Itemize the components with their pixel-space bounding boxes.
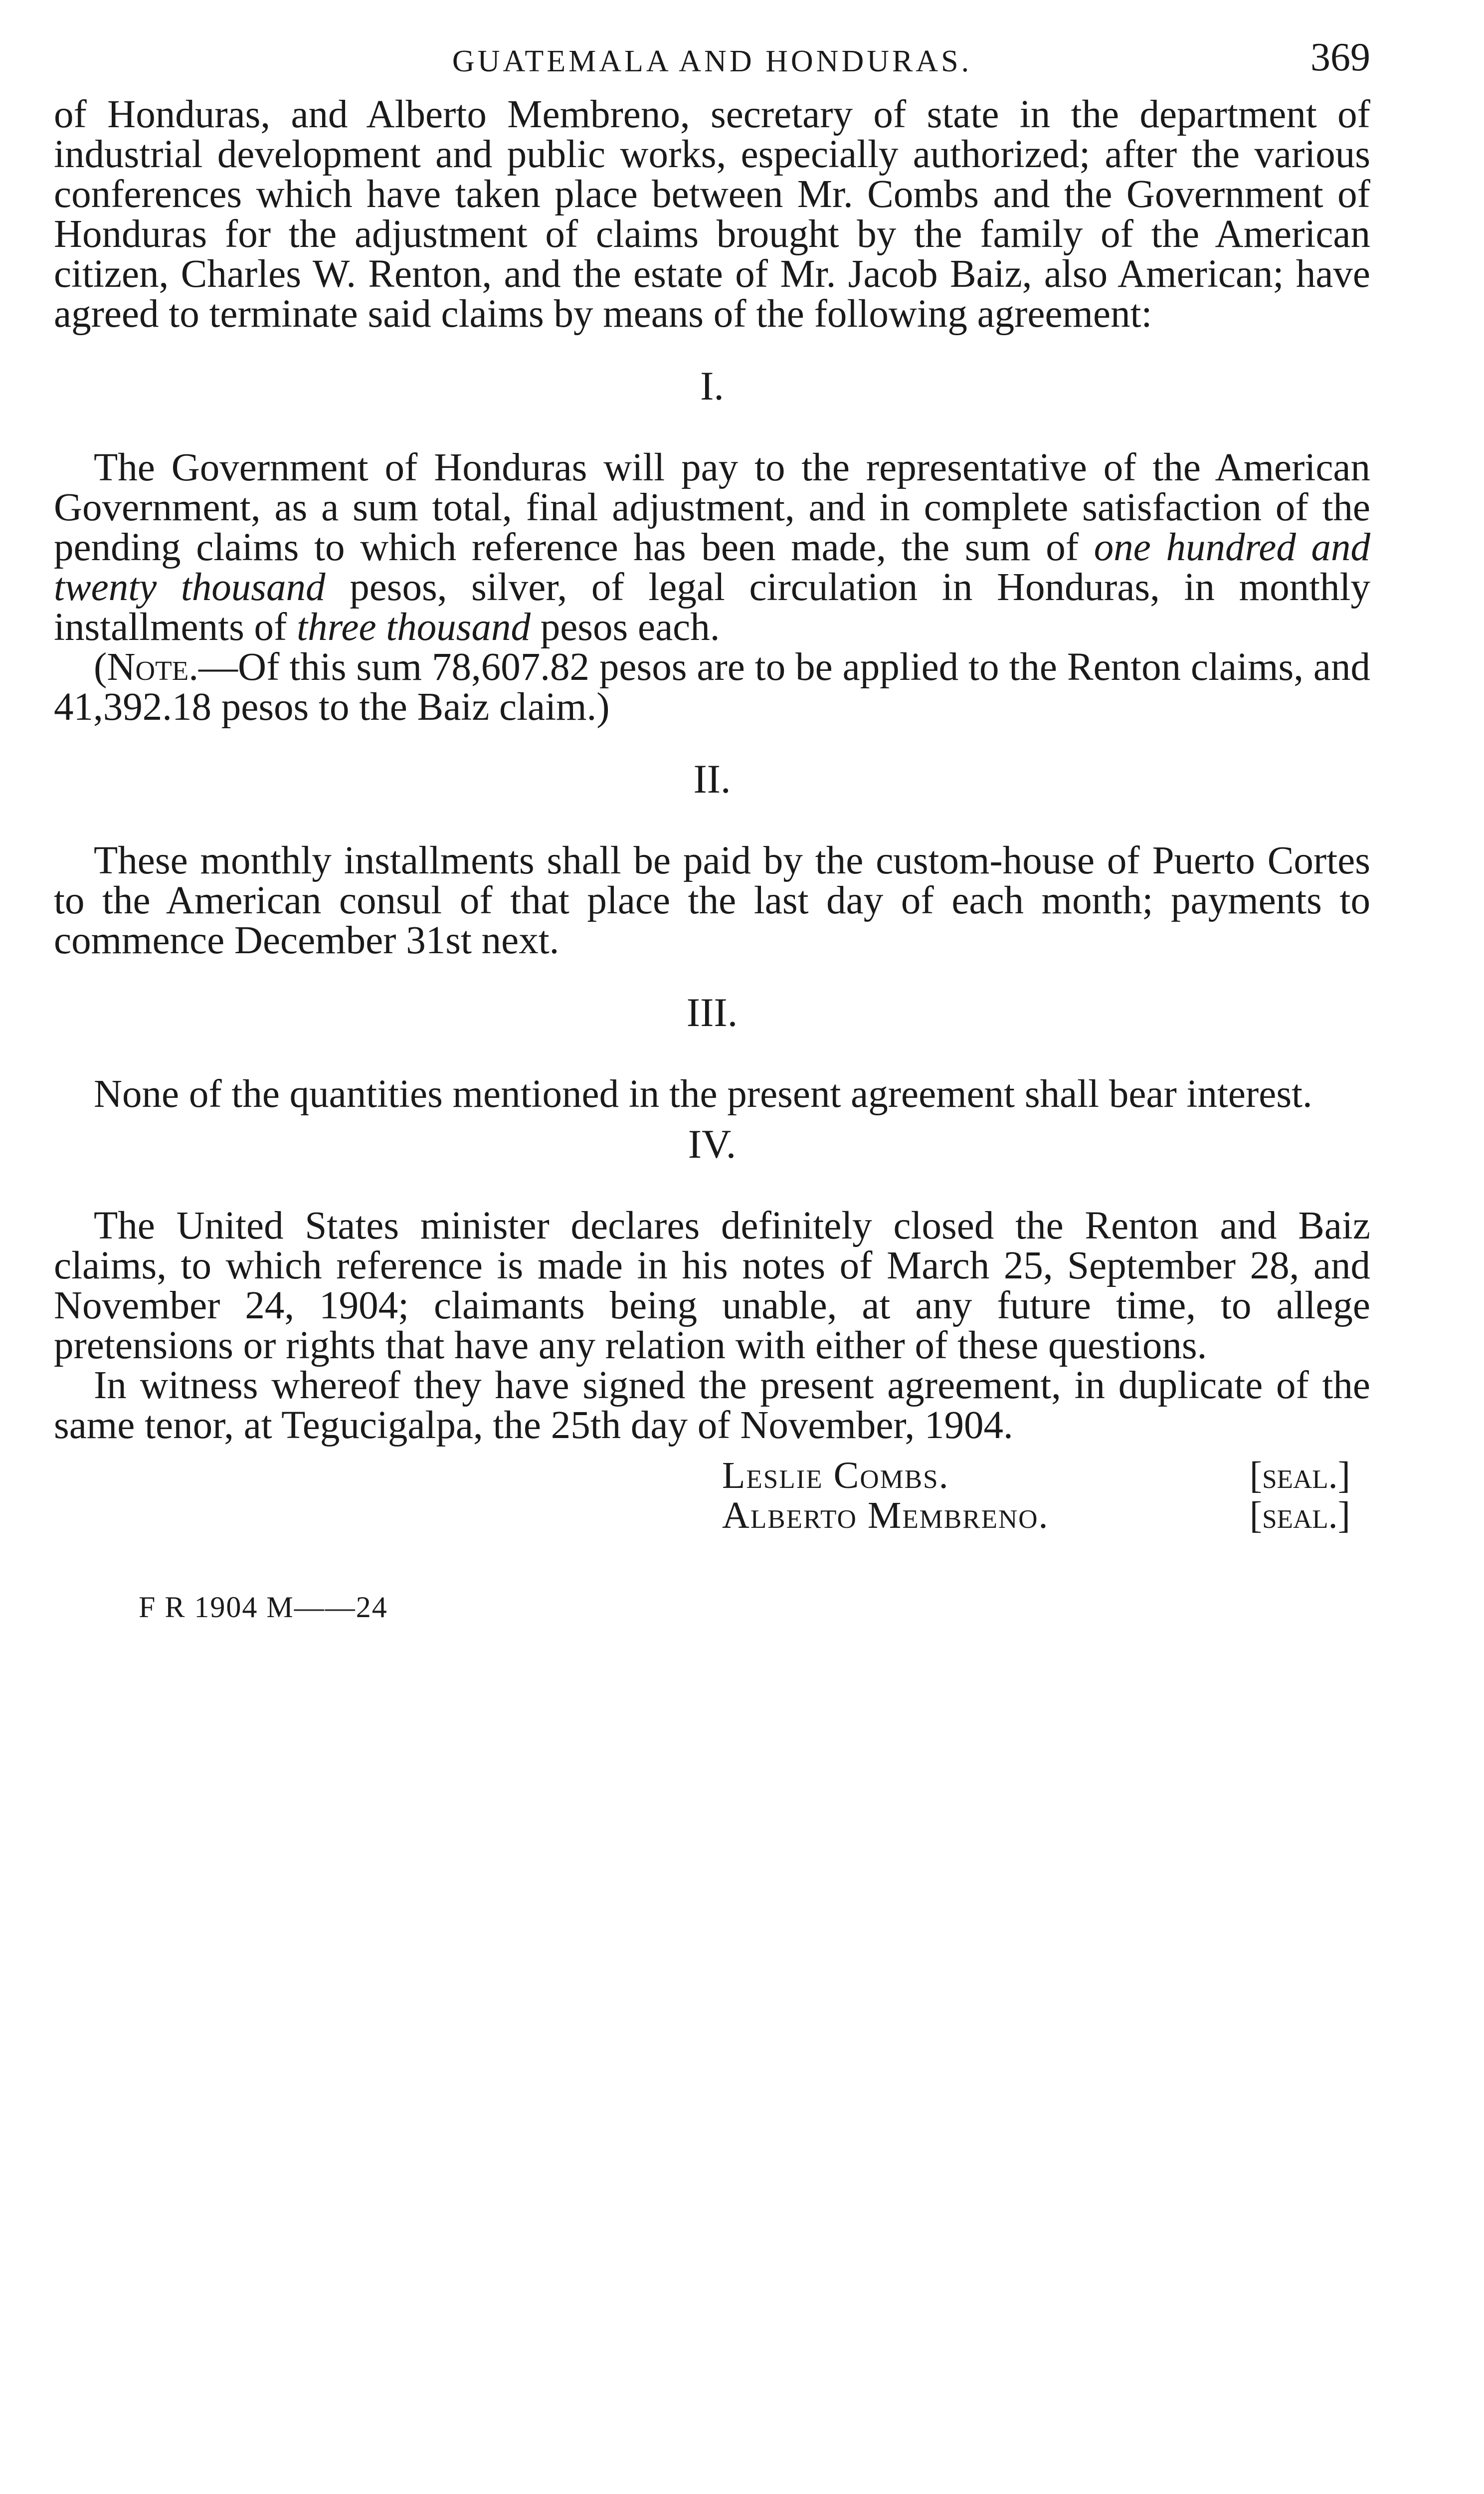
- section-4-paragraph: The United States minister declares definitely closed the Renton and Baiz claims, to which reference is made in his notes of March 25, September 28, and November 24, 1904; claimants being unable, at any future time, to allege pretensions or rights that have any relation with either of these questions.: [54, 1204, 1370, 1367]
- section-heading-1: I.: [700, 363, 724, 409]
- section-2-paragraph: These monthly installments shall be paid by the custom-house of Puerto Cortes to the American consul of that place the last day of each month; payments to commence December 31st next.: [54, 839, 1370, 962]
- signatory-name: Alberto Membreno.: [722, 1494, 1049, 1536]
- note-open-paren: (: [94, 645, 107, 689]
- running-title: GUATEMALA AND HONDURAS.: [452, 44, 972, 78]
- section-heading-4: IV.: [688, 1121, 737, 1167]
- intro-paragraph: of Honduras, and Alberto Membreno, secretary of state in the department of industrial development and public works, especially authorized; after the various conferences which have taken place between Mr. Combs and the Government of Honduras for the adjustment of claims brought by the family of the American citizen, Charles W. Renton, and the estate of Mr. Jacob Baiz, also American; have agreed to terminate said claims by means of the following agreement:: [54, 93, 1370, 336]
- section-heading-3: III.: [686, 990, 738, 1035]
- signature-line-1: [722, 1455, 1350, 1495]
- document-page: [54, 35, 1370, 1625]
- section-1-text-part1: The Government of Honduras will pay to the representative of the American Government, as a sum total, final adjustment, and in complete satisfaction of the pending claims to which reference has been made, the sum of: [54, 446, 1370, 569]
- seal-mark: [seal.]: [1249, 1455, 1350, 1496]
- note-text: —Of this sum 78,607.82 pesos are to be applied to the Renton claims, and 41,392.18 pesos to the Baiz claim.): [54, 645, 1370, 729]
- section-1-paragraph: [54, 448, 1370, 647]
- section-1-amount-installment: three thousand: [297, 606, 531, 649]
- witness-paragraph: In witness whereof they have signed the present agreement, in duplicate of the same tenor, at Tegucigalpa, the 25th day of November, 1904.: [54, 1364, 1370, 1447]
- printer-signature-mark: F R 1904 M——24: [139, 1591, 388, 1624]
- seal-mark: [seal.]: [1249, 1494, 1350, 1536]
- section-heading-2: II.: [693, 756, 731, 802]
- signature-block: [722, 1455, 1350, 1535]
- page-number: 369: [1310, 35, 1370, 79]
- running-header: [54, 35, 1370, 95]
- signatory-name: Leslie Combs.: [722, 1455, 949, 1496]
- section-3-paragraph: None of the quantities mentioned in the present agreement shall bear interest.: [94, 1072, 1312, 1116]
- section-1-text-part2: pesos, silver, of legal circulation in Honduras, in monthly installments of: [54, 566, 1370, 649]
- section-1-note: [54, 647, 1370, 727]
- section-1-amount-total: one hundred and twenty thousand: [54, 526, 1370, 609]
- section-1-text-part3: pesos each.: [530, 606, 720, 649]
- note-label: Note.: [107, 645, 199, 689]
- signature-line-2: [722, 1495, 1350, 1535]
